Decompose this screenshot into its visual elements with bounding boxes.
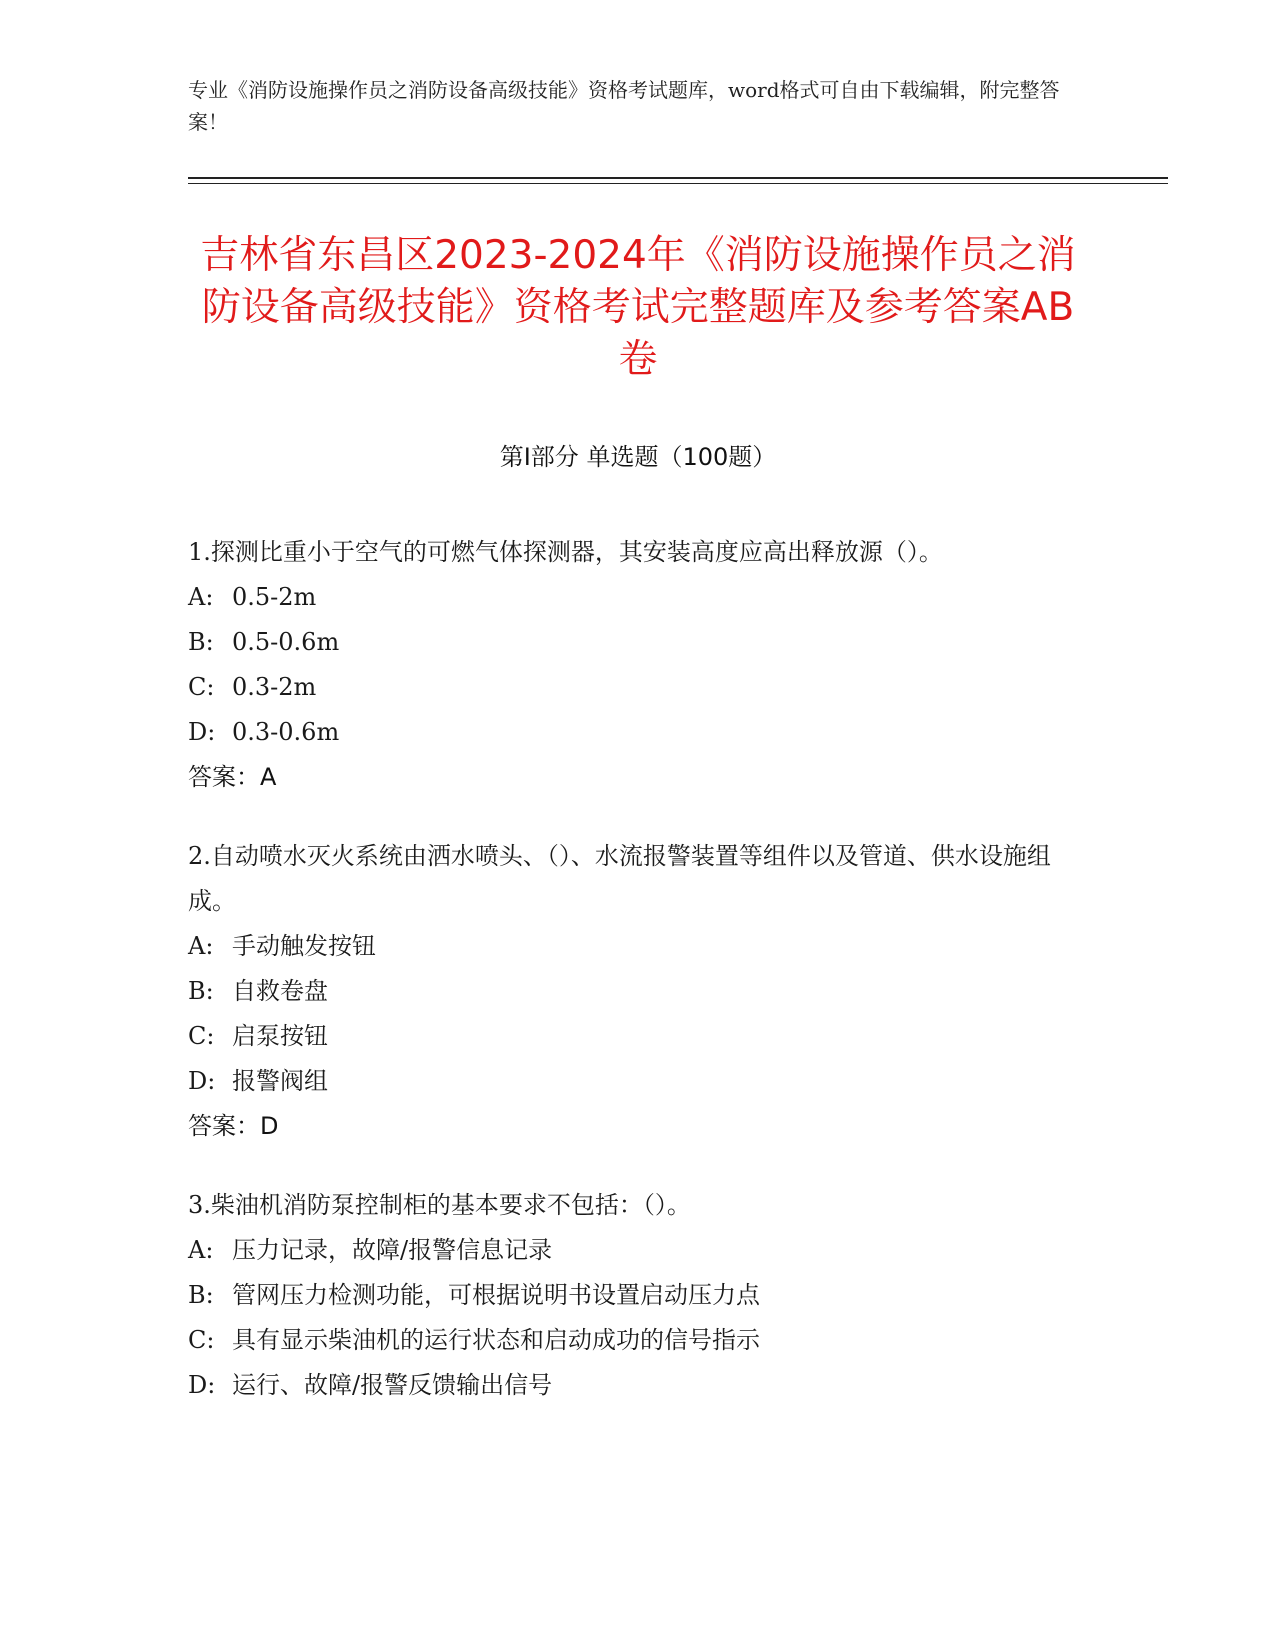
header-divider-thin bbox=[188, 183, 1168, 184]
option-a bbox=[188, 924, 1068, 969]
option-letter: D: bbox=[188, 1371, 216, 1399]
option-d bbox=[188, 1059, 1068, 1104]
option-d bbox=[188, 710, 1068, 755]
option-text: 报警阀组 bbox=[232, 1067, 328, 1095]
option-text: 手动触发按钮 bbox=[232, 932, 376, 960]
option-c bbox=[188, 1318, 1068, 1363]
option-letter: D: bbox=[188, 718, 216, 746]
answer: 答案：D bbox=[188, 1112, 279, 1140]
option-letter: A: bbox=[188, 583, 214, 611]
option-text: 0.5-0.6m bbox=[232, 628, 340, 656]
option-a bbox=[188, 575, 1068, 620]
section-heading: 第I部分 单选题（100题） bbox=[499, 443, 777, 471]
option-text: 0.5-2m bbox=[232, 583, 317, 611]
document-title: 吉林省东昌区2023-2024年《消防设施操作员之消防设备高级技能》资格考试完整题库及参考答案AB卷 bbox=[200, 233, 1076, 382]
option-text: 0.3-0.6m bbox=[232, 718, 340, 746]
question-stem: 2.自动喷水灭火系统由洒水喷头、（）、水流报警装置等组件以及管道、供水设施组成。 bbox=[188, 842, 1051, 915]
option-c bbox=[188, 1014, 1068, 1059]
option-a bbox=[188, 1228, 1068, 1273]
option-text: 管网压力检测功能，可根据说明书设置启动压力点 bbox=[232, 1281, 760, 1309]
option-text: 具有显示柴油机的运行状态和启动成功的信号指示 bbox=[232, 1326, 760, 1354]
question-3 bbox=[188, 1183, 1068, 1408]
question-1 bbox=[188, 530, 1068, 800]
option-text: 压力记录，故障/报警信息记录 bbox=[232, 1236, 553, 1264]
option-text: 运行、故障/报警反馈输出信号 bbox=[232, 1371, 553, 1399]
question-2 bbox=[188, 834, 1068, 1149]
question-stem: 1.探测比重小于空气的可燃气体探测器，其安装高度应高出释放源（）。 bbox=[188, 538, 943, 566]
option-letter: C: bbox=[188, 1326, 215, 1354]
option-letter: B: bbox=[188, 628, 214, 656]
option-letter: D: bbox=[188, 1067, 216, 1095]
option-d bbox=[188, 1363, 1068, 1408]
option-c bbox=[188, 665, 1068, 710]
option-b bbox=[188, 1273, 1068, 1318]
option-letter: A: bbox=[188, 932, 214, 960]
header-note: 专业《消防设施操作员之消防设备高级技能》资格考试题库，word格式可自由下载编辑，附完整答案！ bbox=[188, 78, 1060, 134]
question-stem: 3.柴油机消防泵控制柜的基本要求不包括：（）。 bbox=[188, 1191, 691, 1219]
option-text: 启泵按钮 bbox=[232, 1022, 328, 1050]
option-letter: C: bbox=[188, 1022, 215, 1050]
option-letter: A: bbox=[188, 1236, 214, 1264]
header-divider-thick bbox=[188, 177, 1168, 179]
option-letter: B: bbox=[188, 977, 214, 1005]
option-b bbox=[188, 620, 1068, 665]
answer: 答案：A bbox=[188, 763, 277, 791]
option-b bbox=[188, 969, 1068, 1014]
option-text: 自救卷盘 bbox=[232, 977, 328, 1005]
question-list bbox=[188, 530, 1068, 1442]
option-text: 0.3-2m bbox=[232, 673, 317, 701]
option-letter: B: bbox=[188, 1281, 214, 1309]
option-letter: C: bbox=[188, 673, 215, 701]
